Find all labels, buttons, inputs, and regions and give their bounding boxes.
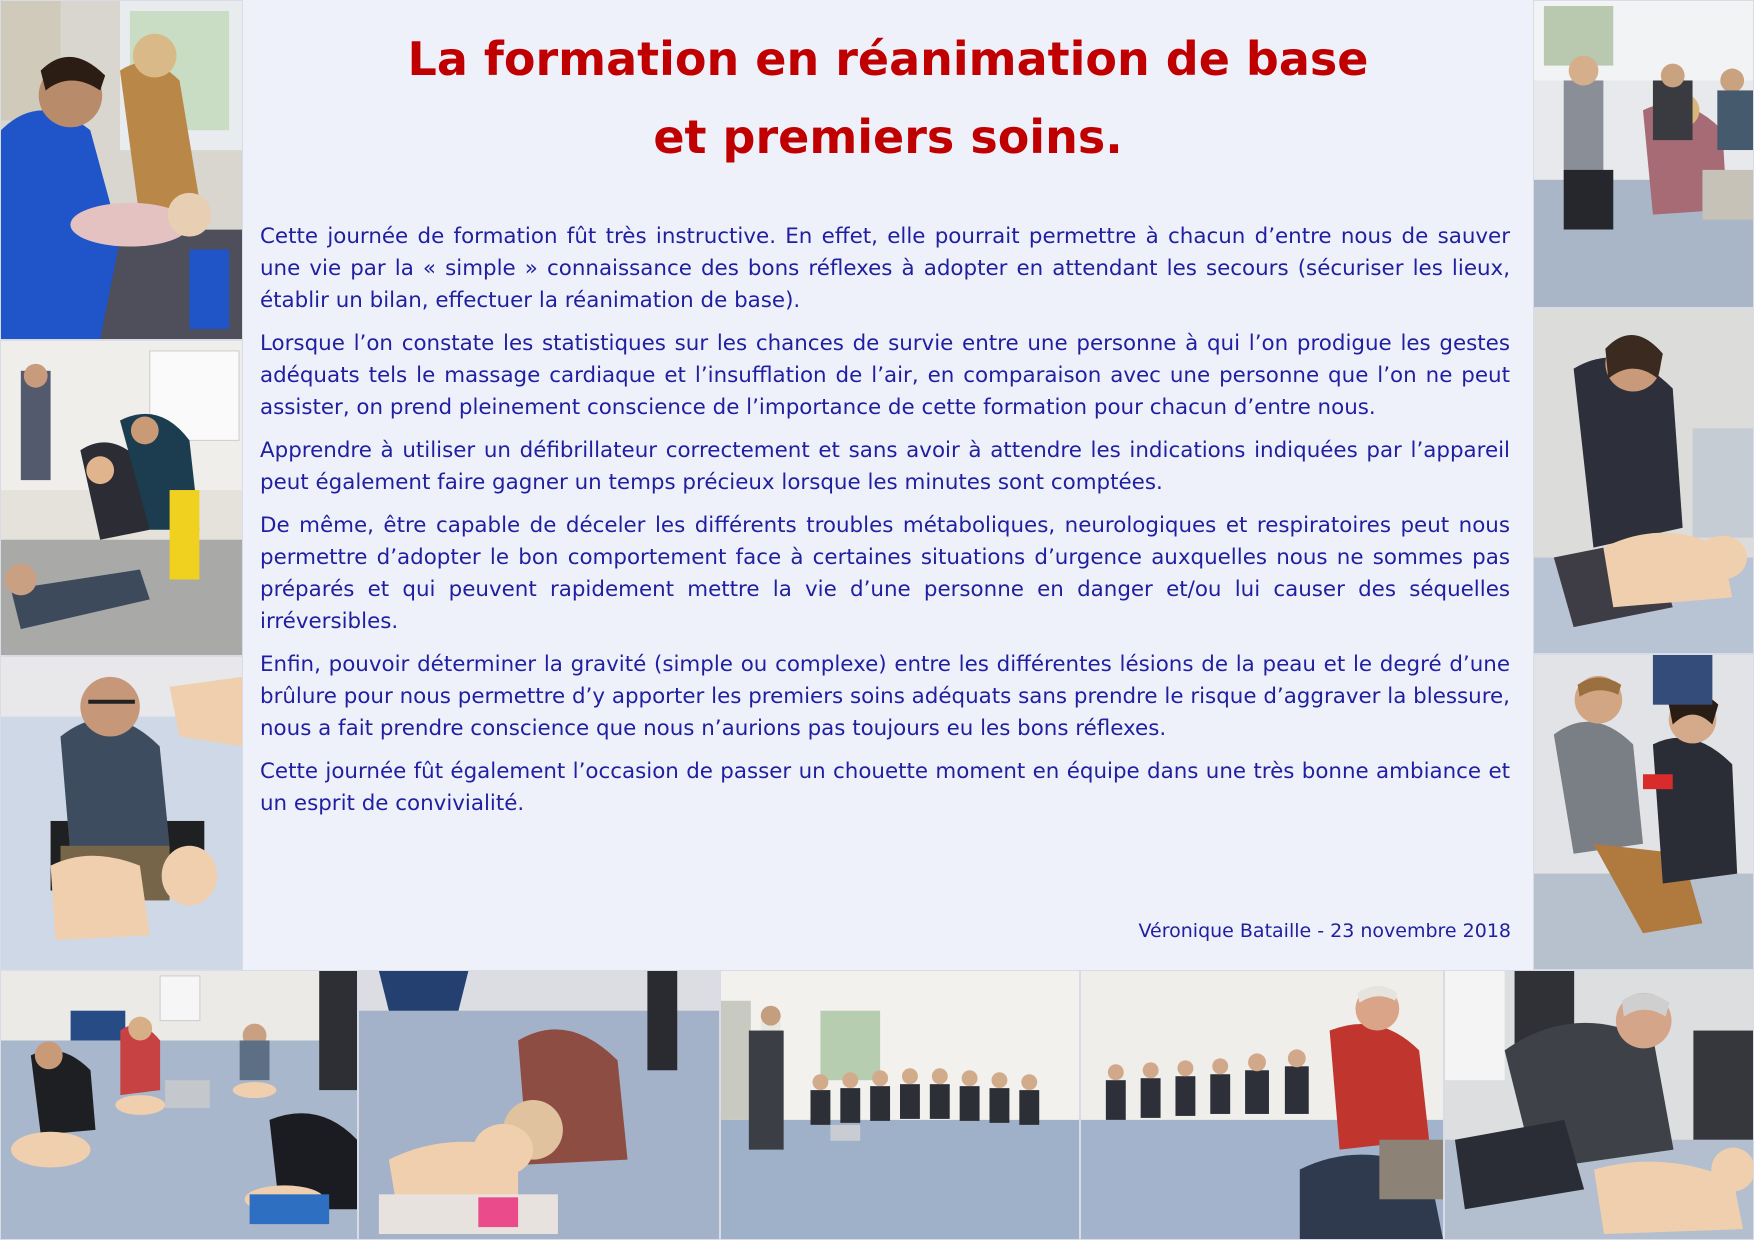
photo-participants-seated <box>1080 970 1444 1240</box>
page-title <box>243 20 1533 176</box>
paragraph-6: Cette journée fût également l’occasion de passer un chouette moment en équipe dans une très bonne ambiance et un esprit de convivialité. <box>260 759 1510 816</box>
signature: Véronique Bataille - 23 novembre 2018 <box>1138 920 1511 942</box>
photo-cpr-demonstration <box>1444 970 1754 1240</box>
main-text-panel <box>243 0 1533 970</box>
photo-infant-cpr-training <box>0 0 243 340</box>
photo-classroom-practice <box>1533 0 1754 308</box>
article-body <box>260 221 1510 831</box>
photo-cpr-manikin <box>1533 308 1754 654</box>
photo-group-cpr-practice <box>0 970 358 1240</box>
photo-group-discussion <box>720 970 1080 1240</box>
photo-bandage-training <box>1533 654 1754 970</box>
photo-chest-compression <box>0 656 243 970</box>
title-line-2: et premiers soins. <box>653 110 1123 164</box>
paragraph-3: Apprendre à utiliser un défibrillateur correctement et sans avoir à attendre les indications indiquées par l’appareil peut également faire gagner un temps précieux lorsque les minutes sont comptées. <box>260 438 1510 495</box>
title-line-1: La formation en réanimation de base <box>407 32 1369 86</box>
paragraph-4: De même, être capable de déceler les différents troubles métaboliques, neurologiques et respiratoires peut nous permettre d’adopter le bon comportement face à certaines situations d’urgence auxquelles nous ne sommes pas préparés et qui peuvent rapidement mettre la vie d’une personne en danger et/ou lui causer des séquelles irréversibles. <box>260 513 1510 634</box>
paragraph-5: Enfin, pouvoir déterminer la gravité (simple ou complexe) entre les différentes lésions de la peau et le degré d’une brûlure pour nous permettre d’y apporter les premiers soins adéquats sans prendre le risque d’aggraver la blessure, nous a fait prendre conscience que nous n’aurions pas toujours eu les bons réflexes. <box>260 652 1510 741</box>
paragraph-1: Cette journée de formation fût très instructive. En effet, elle pourrait permettre à chacun d’entre nous de sauver une vie par la « simple » connaissance des bons réflexes à adopter en attendant les secours (sécuriser les lieux, établir un bilan, effectuer la réanimation de base). <box>260 224 1510 313</box>
paragraph-2: Lorsque l’on constate les statistiques sur les chances de survie entre une personne à qui l’on prodigue les gestes adéquats tels le massage cardiaque et l’insufflation de l’air, en comparaison avec une personne que l’on ne peut assister, on prend pleinement conscience de l’importance de cette formation pour chacun d’entre nous. <box>260 331 1510 420</box>
photo-rescue-breath <box>358 970 720 1240</box>
photo-recovery-position-training <box>0 340 243 656</box>
